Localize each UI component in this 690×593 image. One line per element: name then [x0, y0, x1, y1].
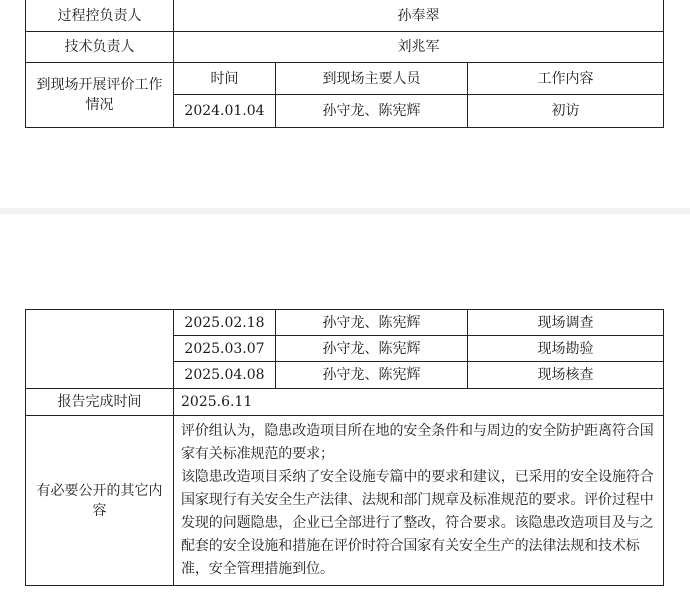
process-owner-label: 过程控负责人 [26, 0, 174, 32]
header-content: 工作内容 [468, 63, 664, 95]
other-content-paragraph-1: 评价组认为，隐患改造项目所在地的安全条件和与周边的安全防护距离符合国家有关标准规范的要求； [181, 423, 654, 462]
visit-people: 孙守龙、陈宪辉 [276, 336, 468, 362]
table-row [26, 0, 664, 32]
report-time-value: 2025.6.11 [174, 389, 664, 416]
tech-owner-value: 刘兆军 [174, 32, 664, 63]
onsite-continued-cell [26, 310, 174, 389]
process-owner-value: 孙奉翠 [174, 0, 664, 32]
table-row [26, 63, 664, 95]
header-time: 时间 [174, 63, 276, 95]
table-row [26, 32, 664, 63]
visit-date: 2025.02.18 [174, 310, 276, 336]
other-content-paragraph-2: 该隐患改造项目采纳了安全设施专篇中的要求和建议，已采用的安全设施符合国家现行有关安全生产法律、法规和部门规章及标准规范的要求。评价过程中发现的问题隐患，企业已全部进行了整改，符合要求。该隐患改造项目及与之配套的安全设施和措施在评价时符合国家有关安全生产的法律法规和技术标准，安全管理措施到位。 [181, 469, 654, 577]
visit-date: 2025.03.07 [174, 336, 276, 362]
other-content-cell [174, 416, 664, 586]
table-row [26, 416, 664, 586]
visit-people: 孙守龙、陈宪辉 [276, 95, 468, 128]
tech-owner-label: 技术负责人 [26, 32, 174, 63]
visit-date: 2025.04.08 [174, 362, 276, 389]
visit-people: 孙守龙、陈宪辉 [276, 362, 468, 389]
visit-content: 现场勘验 [468, 336, 664, 362]
page-break [0, 208, 690, 214]
visit-content: 现场调查 [468, 310, 664, 336]
onsite-label: 到现场开展评价工作情况 [26, 63, 174, 128]
info-table-bottom [25, 309, 664, 586]
table-row [26, 389, 664, 416]
visit-content: 初访 [468, 95, 664, 128]
header-people: 到现场主要人员 [276, 63, 468, 95]
visit-date: 2024.01.04 [174, 95, 276, 128]
report-time-label: 报告完成时间 [26, 389, 174, 416]
visit-content: 现场核查 [468, 362, 664, 389]
table-row [26, 310, 664, 336]
other-content-label: 有必要公开的其它内容 [26, 416, 174, 586]
visit-people: 孙守龙、陈宪辉 [276, 310, 468, 336]
info-table-top [25, 0, 664, 128]
